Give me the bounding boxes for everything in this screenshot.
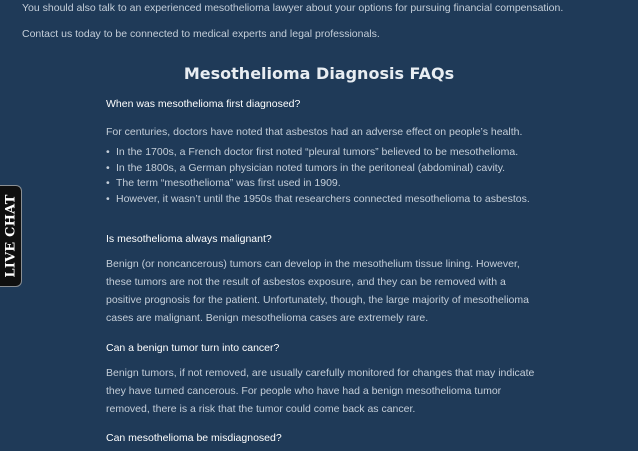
faq-question: Can mesothelioma be misdiagnosed? xyxy=(106,432,282,444)
faq-bullet-list xyxy=(106,145,536,207)
faq-answer: Benign tumors, if not removed, are usually carefully monitored for changes that may indicate they have turned cancerous. For people who have had a benign mesothelioma tumor removed, there is a risk that the tumor could come back as cancer. xyxy=(106,367,535,415)
faq-question: Can a benign tumor turn into cancer? xyxy=(106,342,280,354)
list-item: • However, it wasn’t until the 1950s that researchers connected mesothelioma to asbestos. xyxy=(106,192,530,205)
faq-question: Is mesothelioma always malignant? xyxy=(106,233,272,245)
faq-answer: For centuries, doctors have noted that asbestos had an adverse effect on people’s health. xyxy=(106,126,523,138)
faq-item-first-diagnosed xyxy=(106,98,536,207)
faq-section-title: Mesothelioma Diagnosis FAQs xyxy=(183,64,455,83)
faq-item-benign-to-cancer xyxy=(106,342,536,418)
faq-item-always-malignant xyxy=(106,233,536,327)
faq-answer: Benign (or noncancerous) tumors can develop in the mesothelium tissue lining. However, these tumors are not the result of asbestos exposure, and they can be removed with a positive prognosis for the patient. Unfortunately, though, the large majority of mesothelioma cases are malignant. Benign mesothelioma cases are extremely rare. xyxy=(106,258,529,324)
intro-text-contact: Contact us today to be connected to medical experts and legal professionals. xyxy=(22,28,380,40)
list-item: • In the 1700s, a French doctor first noted “pleural tumors” believed to be mesothelioma. xyxy=(106,146,519,158)
faq-item-misdiagnosed xyxy=(106,432,536,445)
intro-text-lawyer: You should also talk to an experienced mesothelioma lawyer about your options for pursuing financial compensation. xyxy=(22,2,564,14)
faq-question: When was mesothelioma first diagnosed? xyxy=(106,98,301,110)
list-item: • In the 1800s, a German physician noted tumors in the peritoneal (abdominal) cavity. xyxy=(106,161,506,174)
list-item: • The term “mesothelioma” was first used in 1909. xyxy=(106,177,341,189)
live-chat-label: LIVE CHAT xyxy=(3,194,18,278)
live-chat-tab[interactable] xyxy=(0,185,22,287)
